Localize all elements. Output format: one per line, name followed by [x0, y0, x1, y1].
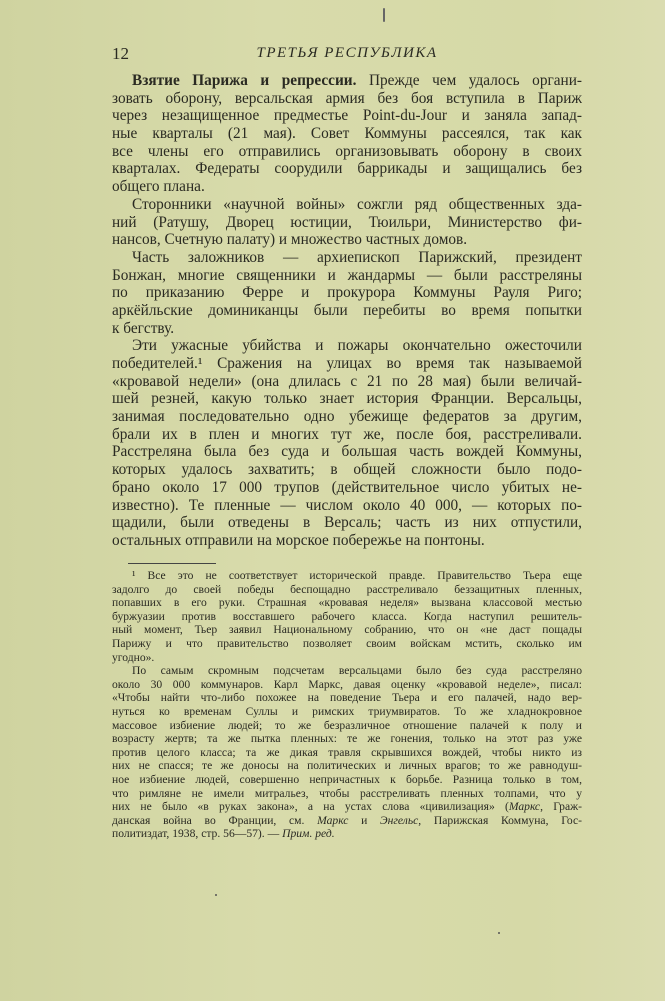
text-line [112, 214, 582, 232]
text-segment: победителей.¹ Сражения на улицах во время так называемой [112, 355, 582, 372]
text-line [112, 337, 582, 355]
text-segment: Бонжан, многие священники и жандармы — были расстреляны [112, 266, 582, 284]
text-segment: , Парижская Коммуна, Гос- [418, 813, 582, 827]
text-line [112, 355, 582, 373]
text-segment: брано около 17 000 трупов (действительное число убитых не- [112, 478, 582, 496]
text-line [112, 373, 582, 391]
text-segment: задолго до своей победы беспощадно расстреливало беззащитных пленных, [112, 582, 582, 596]
text-segment: все члены его отправились организовывать оборону в своих [112, 142, 582, 160]
text-segment: Прежде чем удалось органи- [356, 72, 582, 89]
text-segment: политиздат, 1938, стр. 56—57). — [112, 827, 283, 841]
text-segment: ный момент, Тьер заявил Национальному собранию, что он «не даст пощады [112, 623, 582, 637]
text-segment: ные кварталы (21 мая). Совет Коммуны рассеялся, так как [112, 125, 582, 143]
text-segment: нансов, Счетную палату) и множество частных домов. [112, 231, 468, 249]
footnote-line [112, 637, 582, 651]
text-segment: кварталах. Федераты соорудили баррикады и защищались без [112, 160, 582, 178]
main-text [112, 72, 582, 550]
text-segment: шей резней, какую только знает история Франции. Версальцы, [112, 390, 582, 408]
text-segment: Расстреляна была без суда и большая часть вождей Коммуны, [112, 443, 582, 461]
text-segment: общего плана. [112, 178, 205, 196]
text-segment: Эти ужасные убийства и пожары окончательно ожесточили [132, 337, 582, 355]
text-segment: против целого класса; та же дикая травля скрывшихся вождей, чтобы никто из [112, 745, 582, 759]
section-heading: Взятие Парижа и репрессии. [132, 72, 357, 89]
text-line [112, 196, 582, 214]
text-line [112, 320, 582, 338]
text-segment: массовое избиение людей; то же безразличное отношение палачей к полу и [112, 718, 582, 732]
text-line [112, 178, 582, 196]
text-segment: них не спасся; те же доносы на политических и личных врагов; то же равнодуш- [112, 759, 582, 773]
text-segment: зовать оборону, версальская армия без боя вступила в Париж [112, 89, 582, 107]
text-line [112, 267, 582, 285]
scan-artifact [383, 8, 385, 22]
footnote-line [112, 759, 582, 773]
text-line [112, 479, 582, 497]
page-number: 12 [112, 44, 129, 63]
text-line [112, 284, 582, 302]
text-line [112, 249, 582, 267]
text-line [112, 461, 582, 479]
footnote-line [112, 773, 582, 787]
text-segment: По самым скромным подсчетам версальцами было без суда расстреляно [132, 664, 582, 678]
text-line [112, 125, 582, 143]
footnote-line [112, 610, 582, 624]
text-line [112, 107, 582, 125]
text-segment: нуться ко временам Суллы и римских триумвиратов. То же хладнокровное [112, 704, 582, 718]
text-segment: к бегству. [112, 319, 175, 337]
scan-speck [498, 932, 500, 934]
text-line [112, 90, 582, 108]
footnote-line [112, 746, 582, 760]
text-line [112, 302, 582, 320]
footnotes [112, 569, 582, 841]
text-segment: известно). Те пленные — числом около 40 000, — которых по- [112, 496, 582, 514]
italic-text: Маркс [508, 800, 541, 814]
text-segment: , Граж- [540, 800, 582, 814]
text-segment: Сторонники «научной войны» сожгли ряд общественных зда- [132, 195, 582, 213]
text-segment: Парижу и что правительство позволяет своим войскам мстить, сколько им [112, 636, 582, 650]
footnote-line [112, 664, 582, 678]
text-line [112, 532, 582, 550]
footnote-line [112, 705, 582, 719]
text-line [112, 72, 582, 90]
footnote-line [112, 732, 582, 746]
footnote-line [112, 623, 582, 637]
footnote-line [112, 787, 582, 801]
text-line [112, 160, 582, 178]
text-line [112, 390, 582, 408]
text-line [112, 143, 582, 161]
italic-text: Прим. ред. [282, 827, 335, 841]
footnote-line [112, 583, 582, 597]
footnote-line [112, 719, 582, 733]
scan-speck [215, 894, 217, 896]
text-segment: них не было «в руках закона», а на устах слова «цивилизация» ( [112, 800, 509, 814]
text-segment: ний (Ратушу, Дворец юстиции, Тюильри, Министерство фи- [112, 213, 582, 231]
text-segment: попавших в его руки. Страшная «кровавая неделя» вызвана классовой местью [112, 596, 582, 610]
text-line [112, 231, 582, 249]
text-segment: данская война во Франции, см. [112, 813, 318, 827]
text-segment: буржуазии против восставшего рабочего класса. Когда наступил решитель- [112, 609, 582, 623]
italic-text: Маркс [317, 813, 349, 827]
footnote-line [112, 596, 582, 610]
text-segment: возрасту жертв; та же пытка пленных: те же гонения, только на этот раз уже [112, 732, 582, 746]
footnote-line [112, 800, 582, 814]
footnote-line [112, 651, 582, 665]
text-segment: Часть заложников — архиепископ Парижский, президент [132, 248, 582, 266]
footnote-line [112, 691, 582, 705]
text-segment: угодно». [112, 650, 155, 664]
text-segment: занимая последовательно одно убежище федератов за другим, [112, 408, 582, 426]
text-segment: которых удалось захватить; в общей сложности было подо- [112, 461, 582, 479]
footnote-divider [128, 563, 216, 564]
running-head: ТРЕТЬЯ РЕСПУБЛИКА [256, 45, 438, 61]
text-segment: ное избиение людей, совершенно непричастных к борьбе. Разница только в том, [112, 772, 582, 786]
text-segment: «кровавой недели» (она длилась с 21 по 28 мая) были величай- [112, 372, 582, 390]
text-segment: около 30 000 коммунаров. Карл Маркс, давая оценку «кровавой неделе», писал: [112, 677, 582, 691]
text-segment: что римляне не имели митральез, чтобы расстреливать пленных толпами, что у [112, 786, 582, 800]
text-line [112, 514, 582, 532]
text-segment: и [348, 813, 381, 827]
text-line [112, 408, 582, 426]
text-segment: остальных отправили на морское побережье на понтоны. [112, 531, 485, 549]
text-segment: аркёйльские доминиканцы были перебиты во время попытки [112, 301, 582, 319]
text-segment: щадили, были отведены в Версаль; часть из них отпустили, [112, 514, 582, 532]
footnote-line [112, 827, 582, 841]
text-segment: по приказанию Ферре и прокурора Коммуны Рауля Риго; [112, 284, 582, 302]
text-segment: «Чтобы найти что-либо похожее на поведение Тьера и его палачей, надо вер- [112, 691, 582, 705]
italic-text: Энгельс [380, 813, 419, 827]
text-segment: брали их в плен и многих тут же, после боя, расстреливали. [112, 425, 582, 443]
footnote-line [112, 678, 582, 692]
text-line [112, 443, 582, 461]
text-line [112, 497, 582, 515]
text-segment: ¹ Все это не соответствует исторической правде. Правительство Тьера еще [132, 569, 582, 582]
footnote-line [112, 814, 582, 828]
footnote-line [112, 569, 582, 583]
text-segment: через незащищенное предместье Point-du-Jour и заняла запад- [112, 107, 582, 125]
text-line [112, 426, 582, 444]
